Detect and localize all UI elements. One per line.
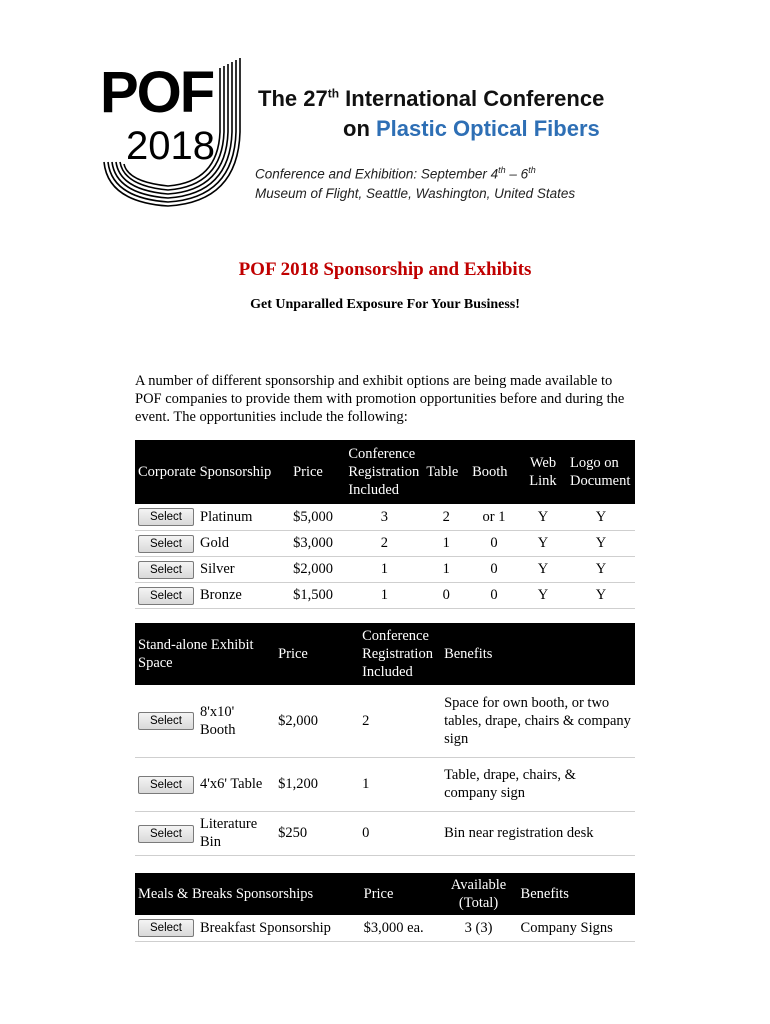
table-row bbox=[135, 556, 635, 582]
table-row bbox=[135, 915, 635, 941]
intro-paragraph: A number of different sponsorship and exhibit options are being made available to POF companies to provide them with promotion opportunities before and during the event. The opportunities include the following: bbox=[135, 373, 625, 425]
conference-venue: Museum of Flight, Seattle, Washington, United States bbox=[255, 186, 576, 201]
exhibit-name: Literature Bin bbox=[197, 811, 275, 855]
sponsorship-name: Gold bbox=[197, 530, 290, 556]
sponsorship-name: Bronze bbox=[197, 582, 290, 608]
col-header: Available (Total) bbox=[440, 873, 518, 915]
web-link-cell: Y bbox=[519, 582, 567, 608]
table-count-cell: 1 bbox=[423, 530, 469, 556]
select-button[interactable]: Select bbox=[138, 712, 194, 730]
col-header: Benefits bbox=[441, 623, 635, 685]
price-cell: $3,000 bbox=[290, 530, 345, 556]
table-header-row bbox=[135, 623, 635, 685]
col-header: Conference Registration Included bbox=[345, 440, 423, 504]
page-tagline: Get Unparalled Exposure For Your Business! bbox=[250, 297, 520, 312]
select-cell bbox=[135, 915, 197, 941]
web-link-cell: Y bbox=[519, 504, 567, 530]
benefits-cell: Table, drape, chairs, & company sign bbox=[441, 757, 635, 811]
conference-title-line1: The 27th International Conference bbox=[258, 86, 605, 111]
col-header: Web Link bbox=[519, 440, 567, 504]
booth-cell: or 1 bbox=[469, 504, 519, 530]
select-button[interactable]: Select bbox=[138, 535, 194, 553]
select-cell bbox=[135, 685, 197, 757]
col-header: Booth bbox=[469, 440, 519, 504]
select-cell bbox=[135, 582, 197, 608]
col-header: Logo on Document bbox=[567, 440, 635, 504]
select-button[interactable]: Select bbox=[138, 776, 194, 794]
table-header-row bbox=[135, 440, 635, 504]
select-button[interactable]: Select bbox=[138, 919, 194, 937]
page-title: POF 2018 Sponsorship and Exhibits bbox=[238, 259, 532, 280]
select-cell bbox=[135, 530, 197, 556]
table-row bbox=[135, 757, 635, 811]
col-header: Table bbox=[423, 440, 469, 504]
corporate-sponsorship-table bbox=[135, 440, 635, 609]
price-cell: $1,500 bbox=[290, 582, 345, 608]
meals-breaks-table bbox=[135, 873, 635, 942]
sponsorship-name: Breakfast Sponsorship bbox=[197, 915, 361, 941]
select-cell bbox=[135, 811, 197, 855]
col-header: Price bbox=[290, 440, 345, 504]
table-row bbox=[135, 811, 635, 855]
booth-cell: 0 bbox=[469, 530, 519, 556]
col-header: Meals & Breaks Sponsorships bbox=[135, 873, 361, 915]
sponsorship-name: Silver bbox=[197, 556, 290, 582]
conference-title-line2: on Plastic Optical Fibers bbox=[343, 116, 600, 141]
exhibit-name: 4'x6' Table bbox=[197, 757, 275, 811]
price-cell: $3,000 ea. bbox=[361, 915, 440, 941]
registration-cell: 0 bbox=[359, 811, 441, 855]
registration-cell: 2 bbox=[345, 530, 423, 556]
table-row bbox=[135, 685, 635, 757]
table-count-cell: 1 bbox=[423, 556, 469, 582]
benefits-cell: Bin near registration desk bbox=[441, 811, 635, 855]
table-count-cell: 2 bbox=[423, 504, 469, 530]
conference-logo bbox=[98, 52, 248, 212]
available-cell: 3 (3) bbox=[440, 915, 518, 941]
exhibit-space-table bbox=[135, 623, 635, 856]
table-row bbox=[135, 530, 635, 556]
price-cell: $5,000 bbox=[290, 504, 345, 530]
table-row bbox=[135, 504, 635, 530]
web-link-cell: Y bbox=[519, 556, 567, 582]
logo-pof-text: POF bbox=[100, 60, 214, 125]
registration-cell: 1 bbox=[345, 556, 423, 582]
table-row bbox=[135, 582, 635, 608]
select-cell bbox=[135, 504, 197, 530]
price-cell: $250 bbox=[275, 811, 359, 855]
select-button[interactable]: Select bbox=[138, 825, 194, 843]
logo-cell: Y bbox=[567, 530, 635, 556]
booth-cell: 0 bbox=[469, 556, 519, 582]
logo-year-text: 2018 bbox=[126, 124, 215, 168]
registration-cell: 1 bbox=[345, 582, 423, 608]
col-header: Conference Registration Included bbox=[359, 623, 441, 685]
price-cell: $2,000 bbox=[290, 556, 345, 582]
booth-cell: 0 bbox=[469, 582, 519, 608]
logo-cell: Y bbox=[567, 582, 635, 608]
select-cell bbox=[135, 757, 197, 811]
select-button[interactable]: Select bbox=[138, 587, 194, 605]
table-count-cell: 0 bbox=[423, 582, 469, 608]
col-header: Price bbox=[361, 873, 440, 915]
logo-cell: Y bbox=[567, 556, 635, 582]
registration-cell: 3 bbox=[345, 504, 423, 530]
price-cell: $2,000 bbox=[275, 685, 359, 757]
benefits-cell: Company Signs bbox=[518, 915, 635, 941]
logo-cell: Y bbox=[567, 504, 635, 530]
exhibit-name: 8'x10' Booth bbox=[197, 685, 275, 757]
select-cell bbox=[135, 556, 197, 582]
table-header-row bbox=[135, 873, 635, 915]
select-button[interactable]: Select bbox=[138, 561, 194, 579]
registration-cell: 2 bbox=[359, 685, 441, 757]
price-cell: $1,200 bbox=[275, 757, 359, 811]
sponsorship-name: Platinum bbox=[197, 504, 290, 530]
col-header: Corporate Sponsorship bbox=[135, 440, 290, 504]
col-header: Price bbox=[275, 623, 359, 685]
conference-dates: Conference and Exhibition: September 4th – 6th bbox=[255, 165, 536, 182]
select-button[interactable]: Select bbox=[138, 508, 194, 526]
registration-cell: 1 bbox=[359, 757, 441, 811]
benefits-cell: Space for own booth, or two tables, drape, chairs & company sign bbox=[441, 685, 635, 757]
col-header: Stand-alone Exhibit Space bbox=[135, 623, 275, 685]
col-header: Benefits bbox=[518, 873, 635, 915]
web-link-cell: Y bbox=[519, 530, 567, 556]
